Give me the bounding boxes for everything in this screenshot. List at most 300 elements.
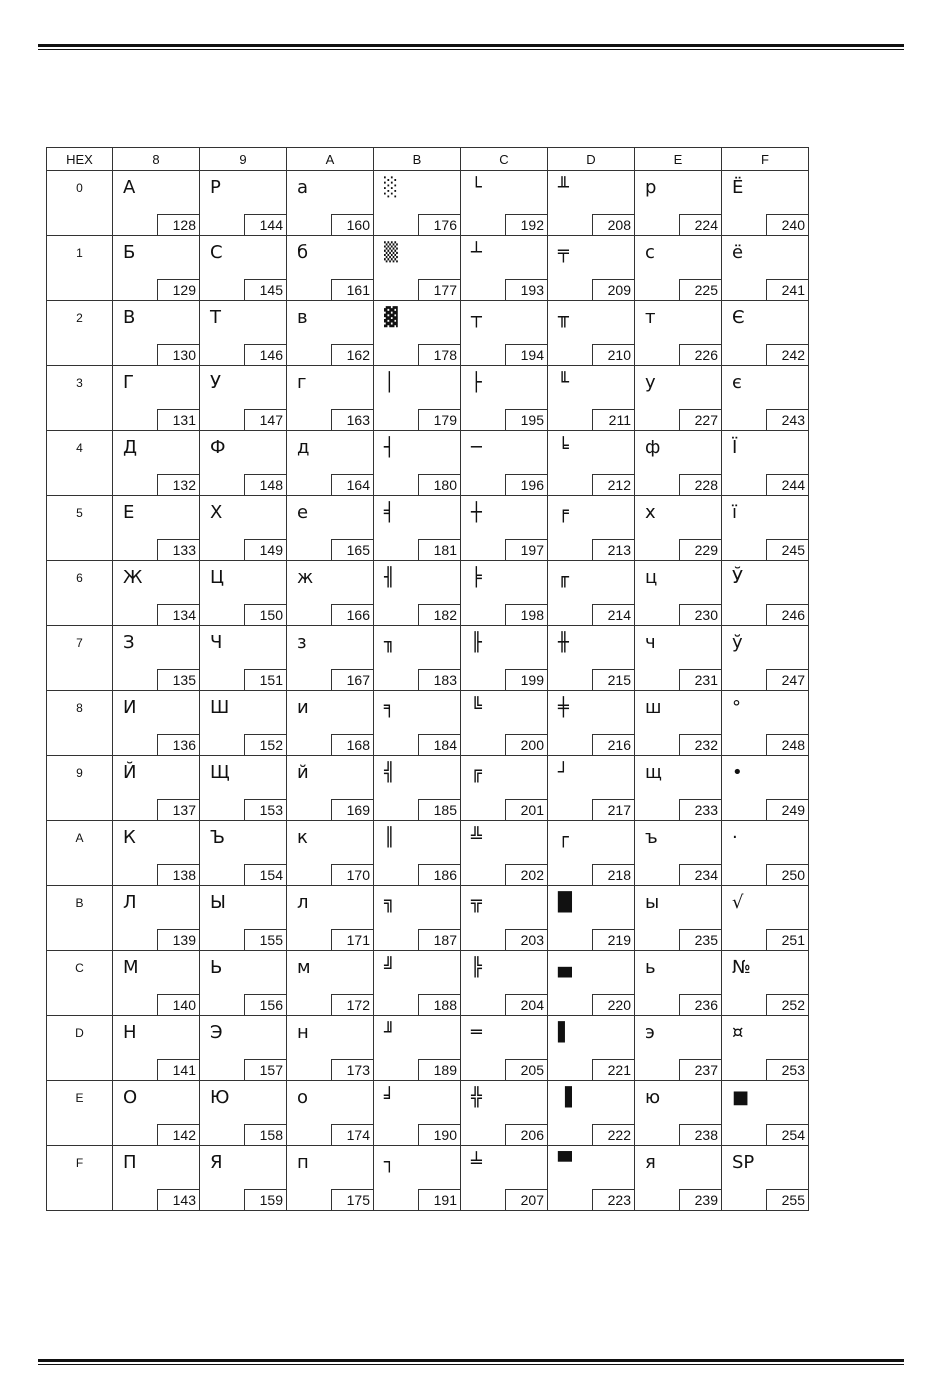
row-hex-label: 8 — [47, 691, 113, 756]
char-glyph: Я — [210, 1152, 223, 1173]
decimal-code: 217 — [592, 799, 634, 820]
char-cell — [635, 951, 722, 1016]
decimal-code: 182 — [418, 604, 460, 625]
char-glyph: ╞ — [471, 567, 482, 588]
decimal-code: 140 — [157, 994, 199, 1015]
char-glyph: Э — [210, 1022, 223, 1043]
char-cell — [548, 171, 635, 236]
table-row — [47, 626, 809, 691]
table-row — [47, 756, 809, 821]
char-glyph: ▌ — [558, 1022, 572, 1043]
char-cell — [200, 301, 287, 366]
decimal-code: 210 — [592, 344, 634, 365]
decimal-code: 248 — [766, 734, 808, 755]
char-glyph: А — [123, 177, 136, 198]
decimal-code: 212 — [592, 474, 634, 495]
char-cell — [635, 496, 722, 561]
table-row — [47, 366, 809, 431]
char-glyph: ╗ — [384, 892, 395, 913]
char-glyph: У — [210, 372, 221, 393]
char-cell — [548, 1081, 635, 1146]
char-cell — [374, 431, 461, 496]
char-cell — [287, 236, 374, 301]
decimal-code: 227 — [679, 409, 721, 430]
header-col-9: 9 — [200, 148, 287, 171]
char-glyph: М — [123, 957, 139, 978]
table-row — [47, 951, 809, 1016]
char-cell — [200, 1081, 287, 1146]
decimal-code: 147 — [244, 409, 286, 430]
decimal-code: 207 — [505, 1189, 547, 1210]
char-glyph: ╡ — [384, 502, 395, 523]
char-cell — [200, 821, 287, 886]
char-cell — [200, 496, 287, 561]
decimal-code: 144 — [244, 214, 286, 235]
table-header-row — [47, 148, 809, 171]
char-glyph: ╩ — [471, 827, 482, 848]
decimal-code: 164 — [331, 474, 373, 495]
char-glyph: ш — [645, 697, 662, 718]
decimal-code: 165 — [331, 539, 373, 560]
char-glyph: р — [645, 177, 657, 198]
char-glyph: м — [297, 957, 311, 978]
char-glyph: Ў — [732, 567, 743, 588]
char-cell — [548, 626, 635, 691]
char-glyph: в — [297, 307, 308, 328]
char-cell — [635, 236, 722, 301]
char-cell — [461, 561, 548, 626]
decimal-code: 236 — [679, 994, 721, 1015]
char-cell — [722, 496, 809, 561]
char-glyph: є — [732, 372, 742, 393]
char-cell — [113, 1146, 200, 1211]
decimal-code: 132 — [157, 474, 199, 495]
char-glyph: │ — [384, 372, 395, 393]
char-glyph: И — [123, 697, 137, 718]
char-glyph: П — [123, 1152, 137, 1173]
char-glyph: ╨ — [558, 177, 569, 198]
char-glyph: к — [297, 827, 308, 848]
decimal-code: 218 — [592, 864, 634, 885]
char-cell — [200, 561, 287, 626]
decimal-code: 246 — [766, 604, 808, 625]
char-cell — [461, 496, 548, 561]
code-page-table — [46, 147, 809, 1211]
char-cell — [548, 301, 635, 366]
char-cell — [722, 886, 809, 951]
char-glyph: я — [645, 1152, 656, 1173]
char-cell — [113, 561, 200, 626]
char-glyph: ╛ — [384, 1087, 395, 1108]
char-glyph: ▒ — [384, 242, 398, 263]
char-glyph: б — [297, 242, 309, 263]
row-hex-label: B — [47, 886, 113, 951]
decimal-code: 247 — [766, 669, 808, 690]
decimal-code: 159 — [244, 1189, 286, 1210]
char-cell — [287, 821, 374, 886]
decimal-code: 232 — [679, 734, 721, 755]
char-cell — [548, 236, 635, 301]
decimal-code: 183 — [418, 669, 460, 690]
decimal-code: 166 — [331, 604, 373, 625]
char-glyph: ▀ — [558, 1152, 572, 1173]
decimal-code: 211 — [592, 409, 634, 430]
char-cell — [113, 886, 200, 951]
char-cell — [113, 821, 200, 886]
char-cell — [287, 1146, 374, 1211]
char-cell — [635, 366, 722, 431]
decimal-code: 187 — [418, 929, 460, 950]
decimal-code: 175 — [331, 1189, 373, 1210]
char-glyph: э — [645, 1022, 655, 1043]
char-glyph: ё — [732, 242, 744, 263]
table-row — [47, 691, 809, 756]
char-cell — [635, 431, 722, 496]
char-cell — [113, 691, 200, 756]
char-glyph: щ — [645, 762, 662, 783]
row-hex-label: F — [47, 1146, 113, 1211]
char-cell — [113, 951, 200, 1016]
row-hex-label: C — [47, 951, 113, 1016]
row-hex-label: 6 — [47, 561, 113, 626]
decimal-code: 225 — [679, 279, 721, 300]
char-cell — [722, 301, 809, 366]
table-row — [47, 1016, 809, 1081]
decimal-code: 226 — [679, 344, 721, 365]
char-glyph: █ — [558, 892, 572, 913]
char-cell — [287, 1081, 374, 1146]
char-glyph: √ — [732, 892, 744, 913]
decimal-code: 154 — [244, 864, 286, 885]
decimal-code: 150 — [244, 604, 286, 625]
decimal-code: 134 — [157, 604, 199, 625]
header-col-c: C — [461, 148, 548, 171]
char-glyph: у — [645, 372, 656, 393]
char-glyph: ь — [645, 957, 656, 978]
char-glyph: ъ — [645, 827, 658, 848]
decimal-code: 149 — [244, 539, 286, 560]
decimal-code: 231 — [679, 669, 721, 690]
char-glyph: ┤ — [384, 437, 395, 458]
char-glyph: З — [123, 632, 135, 653]
decimal-code: 180 — [418, 474, 460, 495]
decimal-code: 213 — [592, 539, 634, 560]
table-row — [47, 496, 809, 561]
char-cell — [113, 366, 200, 431]
char-cell — [374, 561, 461, 626]
char-cell — [374, 691, 461, 756]
char-glyph: Р — [210, 177, 221, 198]
char-cell — [287, 561, 374, 626]
char-glyph: Г — [123, 372, 134, 393]
char-cell — [200, 886, 287, 951]
char-cell — [461, 691, 548, 756]
char-cell — [374, 301, 461, 366]
char-cell — [722, 236, 809, 301]
char-glyph: ▄ — [558, 957, 572, 978]
decimal-code: 186 — [418, 864, 460, 885]
char-cell — [548, 691, 635, 756]
char-cell — [287, 951, 374, 1016]
char-glyph: т — [645, 307, 656, 328]
char-cell — [461, 1146, 548, 1211]
char-cell — [200, 236, 287, 301]
char-glyph: Л — [123, 892, 137, 913]
char-cell — [722, 1081, 809, 1146]
char-glyph: ═ — [471, 1022, 482, 1043]
char-glyph: Т — [210, 307, 221, 328]
header-col-e: E — [635, 148, 722, 171]
char-cell — [287, 691, 374, 756]
char-cell — [635, 1146, 722, 1211]
decimal-code: 221 — [592, 1059, 634, 1080]
decimal-code: 201 — [505, 799, 547, 820]
row-hex-label: 9 — [47, 756, 113, 821]
char-cell — [374, 1081, 461, 1146]
char-glyph: з — [297, 632, 307, 653]
char-glyph: ц — [645, 567, 658, 588]
char-glyph: SP — [732, 1152, 755, 1173]
decimal-code: 136 — [157, 734, 199, 755]
decimal-code: 223 — [592, 1189, 634, 1210]
decimal-code: 241 — [766, 279, 808, 300]
decimal-code: 230 — [679, 604, 721, 625]
char-cell — [287, 626, 374, 691]
char-cell — [374, 886, 461, 951]
char-cell — [113, 431, 200, 496]
decimal-code: 254 — [766, 1124, 808, 1145]
decimal-code: 190 — [418, 1124, 460, 1145]
char-glyph: ╒ — [558, 502, 569, 523]
decimal-code: 228 — [679, 474, 721, 495]
char-cell — [548, 431, 635, 496]
char-cell — [287, 756, 374, 821]
decimal-code: 195 — [505, 409, 547, 430]
char-cell — [722, 626, 809, 691]
char-cell — [461, 366, 548, 431]
char-glyph: ╬ — [471, 1087, 482, 1108]
char-cell — [722, 431, 809, 496]
decimal-code: 250 — [766, 864, 808, 885]
decimal-code: 130 — [157, 344, 199, 365]
char-cell — [548, 886, 635, 951]
decimal-code: 222 — [592, 1124, 634, 1145]
char-glyph: ▓ — [384, 307, 398, 328]
char-cell — [722, 171, 809, 236]
char-glyph: ┌ — [558, 827, 569, 848]
char-glyph: ┘ — [558, 762, 569, 783]
char-glyph: ╣ — [384, 762, 395, 783]
char-glyph: · — [732, 827, 738, 848]
decimal-code: 220 — [592, 994, 634, 1015]
char-glyph: ║ — [384, 827, 395, 848]
header-col-b: B — [374, 148, 461, 171]
decimal-code: 155 — [244, 929, 286, 950]
char-cell — [548, 951, 635, 1016]
decimal-code: 146 — [244, 344, 286, 365]
char-glyph: Ы — [210, 892, 226, 913]
char-cell — [113, 626, 200, 691]
char-cell — [635, 691, 722, 756]
decimal-code: 203 — [505, 929, 547, 950]
row-hex-label: D — [47, 1016, 113, 1081]
decimal-code: 251 — [766, 929, 808, 950]
decimal-code: 181 — [418, 539, 460, 560]
char-cell — [635, 821, 722, 886]
char-cell — [374, 236, 461, 301]
char-glyph: С — [210, 242, 223, 263]
char-cell — [374, 951, 461, 1016]
decimal-code: 158 — [244, 1124, 286, 1145]
decimal-code: 174 — [331, 1124, 373, 1145]
char-glyph: Ь — [210, 957, 223, 978]
char-glyph: ■ — [732, 1087, 750, 1108]
char-cell — [287, 171, 374, 236]
char-glyph: ф — [645, 437, 661, 458]
decimal-code: 185 — [418, 799, 460, 820]
char-glyph: ╟ — [471, 632, 482, 653]
decimal-code: 167 — [331, 669, 373, 690]
char-cell — [113, 301, 200, 366]
char-glyph: ╚ — [471, 697, 482, 718]
char-cell — [287, 886, 374, 951]
char-cell — [287, 301, 374, 366]
char-cell — [374, 366, 461, 431]
char-cell — [722, 821, 809, 886]
char-glyph: ° — [732, 697, 741, 718]
char-glyph: ░ — [384, 177, 398, 198]
decimal-code: 233 — [679, 799, 721, 820]
char-cell — [461, 431, 548, 496]
decimal-code: 235 — [679, 929, 721, 950]
char-cell — [200, 756, 287, 821]
decimal-code: 192 — [505, 214, 547, 235]
char-cell — [200, 951, 287, 1016]
decimal-code: 138 — [157, 864, 199, 885]
char-cell — [548, 1016, 635, 1081]
char-glyph: ы — [645, 892, 660, 913]
char-glyph: Ш — [210, 697, 230, 718]
decimal-code: 162 — [331, 344, 373, 365]
char-glyph: Ф — [210, 437, 226, 458]
char-cell — [722, 691, 809, 756]
header-col-a: A — [287, 148, 374, 171]
char-glyph: № — [732, 957, 751, 978]
char-cell — [722, 1016, 809, 1081]
char-cell — [461, 1016, 548, 1081]
decimal-code: 179 — [418, 409, 460, 430]
char-cell — [722, 951, 809, 1016]
char-cell — [461, 626, 548, 691]
char-glyph: ю — [645, 1087, 661, 1108]
decimal-code: 199 — [505, 669, 547, 690]
char-cell — [200, 691, 287, 756]
decimal-code: 191 — [418, 1189, 460, 1210]
table-row — [47, 301, 809, 366]
decimal-code: 151 — [244, 669, 286, 690]
char-cell — [287, 431, 374, 496]
char-glyph: ─ — [471, 437, 482, 458]
char-glyph: Ч — [210, 632, 223, 653]
decimal-code: 172 — [331, 994, 373, 1015]
decimal-code: 177 — [418, 279, 460, 300]
char-cell — [200, 171, 287, 236]
decimal-code: 237 — [679, 1059, 721, 1080]
char-cell — [635, 301, 722, 366]
char-glyph: д — [297, 437, 310, 458]
decimal-code: 176 — [418, 214, 460, 235]
decimal-code: 143 — [157, 1189, 199, 1210]
header-col-d: D — [548, 148, 635, 171]
decimal-code: 252 — [766, 994, 808, 1015]
char-glyph: ж — [297, 567, 314, 588]
char-glyph: ╥ — [558, 307, 569, 328]
char-glyph: а — [297, 177, 309, 198]
char-glyph: г — [297, 372, 307, 393]
row-hex-label: 0 — [47, 171, 113, 236]
char-cell — [548, 496, 635, 561]
decimal-code: 255 — [766, 1189, 808, 1210]
decimal-code: 169 — [331, 799, 373, 820]
decimal-code: 193 — [505, 279, 547, 300]
row-hex-label: E — [47, 1081, 113, 1146]
char-glyph: ╝ — [384, 957, 395, 978]
char-glyph: Ж — [123, 567, 143, 588]
row-hex-label: 1 — [47, 236, 113, 301]
char-glyph: с — [645, 242, 655, 263]
char-cell — [548, 561, 635, 626]
char-glyph: ╔ — [471, 762, 482, 783]
char-cell — [113, 756, 200, 821]
char-glyph: Б — [123, 242, 136, 263]
decimal-code: 243 — [766, 409, 808, 430]
char-cell — [635, 1081, 722, 1146]
char-cell — [635, 756, 722, 821]
decimal-code: 244 — [766, 474, 808, 495]
char-cell — [461, 171, 548, 236]
char-cell — [113, 1016, 200, 1081]
char-cell — [722, 1146, 809, 1211]
decimal-code: 168 — [331, 734, 373, 755]
decimal-code: 188 — [418, 994, 460, 1015]
char-glyph: ╦ — [471, 892, 482, 913]
char-cell — [722, 756, 809, 821]
char-glyph: ╠ — [471, 957, 482, 978]
char-cell — [722, 366, 809, 431]
char-cell — [635, 561, 722, 626]
decimal-code: 239 — [679, 1189, 721, 1210]
decimal-code: 200 — [505, 734, 547, 755]
char-glyph: Х — [210, 502, 223, 523]
decimal-code: 133 — [157, 539, 199, 560]
char-glyph: ч — [645, 632, 656, 653]
char-glyph: Ъ — [210, 827, 225, 848]
char-cell — [548, 1146, 635, 1211]
char-cell — [722, 561, 809, 626]
char-cell — [461, 951, 548, 1016]
char-glyph: Є — [732, 307, 745, 328]
table-row — [47, 561, 809, 626]
decimal-code: 170 — [331, 864, 373, 885]
char-glyph: Ю — [210, 1087, 230, 1108]
char-glyph: ╧ — [471, 1152, 482, 1173]
char-glyph: х — [645, 502, 656, 523]
char-glyph: й — [297, 762, 309, 783]
decimal-code: 139 — [157, 929, 199, 950]
row-hex-label: 2 — [47, 301, 113, 366]
decimal-code: 171 — [331, 929, 373, 950]
decimal-code: 129 — [157, 279, 199, 300]
